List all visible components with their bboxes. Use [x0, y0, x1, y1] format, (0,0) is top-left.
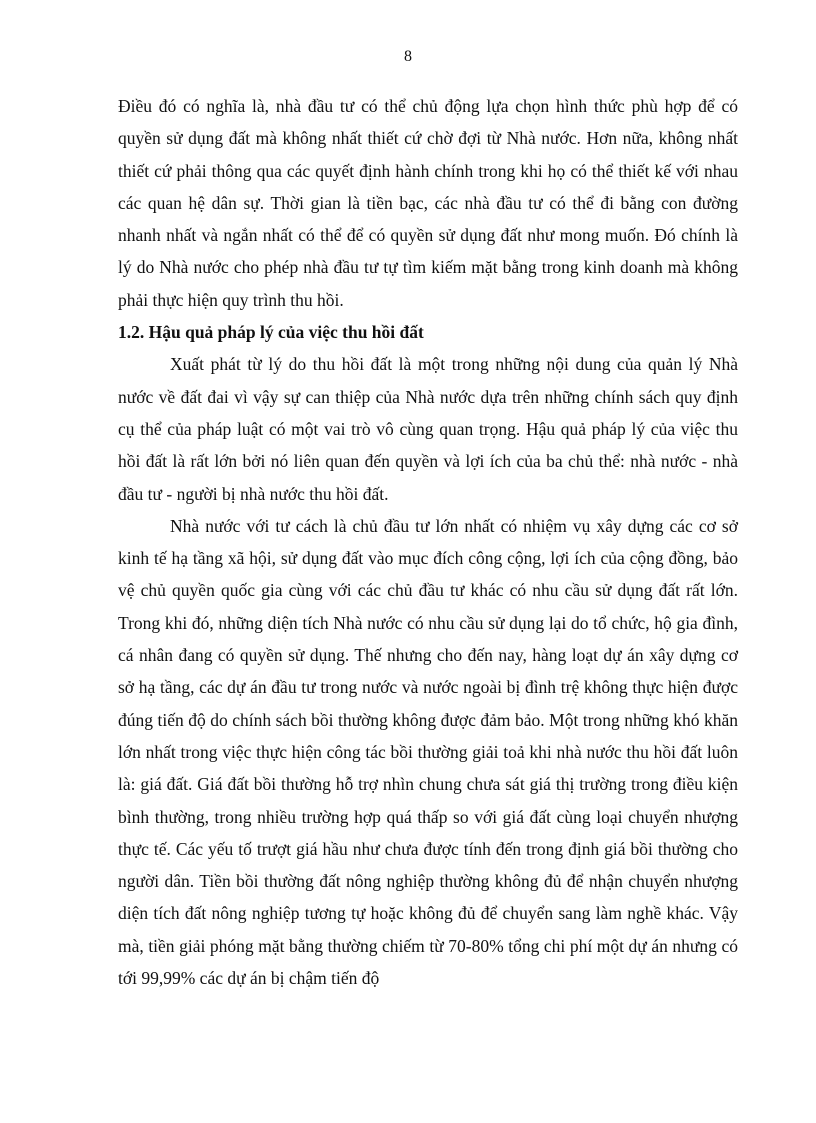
page-number: 8 — [404, 48, 412, 65]
section-heading: 1.2. Hậu quả pháp lý của việc thu hồi đất — [118, 322, 424, 343]
document-body — [118, 90, 738, 994]
paragraph-3: Nhà nước với tư cách là chủ đầu tư lớn nhất có nhiệm vụ xây dựng các cơ sở kinh tế hạ tầng xã hội, sử dụng đất vào mục đích công cộng, lợi ích của cộng đồng, bảo vệ chủ quyền quốc gia cùng với các chủ đầu tư khác có nhu cầu sử dụng đất rất lớn. Trong khi đó, những diện tích Nhà nước có nhu cầu sử dụng lại do tổ chức, hộ gia đình, cá nhân đang có quyền sử dụng. Thế nhưng cho đến nay, hàng loạt dự án xây dựng cơ sở hạ tầng, các dự án đầu tư trong nước và nước ngoài bị đình trệ không thực hiện được đúng tiến độ do chính sách bồi thường không được đảm bảo. Một trong những khó khăn lớn nhất trong việc thực hiện công tác bồi thường giải toả khi nhà nước thu hồi đất luôn là: giá đất. Giá đất bồi thường hỗ trợ nhìn chung chưa sát giá thị trường trong điều kiện bình thường, trong nhiều trường hợp quá thấp so với giá đất cùng loại chuyển nhượng thực tế. Các yếu tố trượt giá hầu như chưa được tính đến trong định giá bồi thường cho người dân. Tiền bồi thường đất nông nghiệp thường không đủ để nhận chuyển nhượng diện tích đất nông nghiệp tương tự hoặc không đủ để chuyển sang làm nghề khác. Vậy mà, tiền giải phóng mặt bằng thường chiếm từ 70-80% tổng chi phí một dự án nhưng có tới 99,99% các dự án bị chậm tiến độ — [118, 515, 738, 989]
paragraph-2: Xuất phát từ lý do thu hồi đất là một trong những nội dung của quản lý Nhà nước về đất đai vì vậy sự can thiệp của Nhà nước dựa trên những chính sách quy định cụ thể của pháp luật có một vai trò vô cùng quan trọng. Hậu quả pháp lý của việc thu hồi đất là rất lớn bởi nó liên quan đến quyền và lợi ích của ba chủ thể: nhà nước - nhà đầu tư - người bị nhà nước thu hồi đất. — [118, 354, 738, 504]
paragraph-1: Điều đó có nghĩa là, nhà đầu tư có thể chủ động lựa chọn hình thức phù hợp để có quyền sử dụng đất mà không nhất thiết cứ chờ đợi từ Nhà nước. Hơn nữa, không nhất thiết cứ phải thông qua các quyết định hành chính trong khi họ có thể thiết kế với nhau các quan hệ dân sự. Thời gian là tiền bạc, các nhà đầu tư có thể đi bằng con đường nhanh nhất và ngắn nhất có thể để có quyền sử dụng đất như mong muốn. Đó chính là lý do Nhà nước cho phép nhà đầu tư tự tìm kiếm mặt bằng trong kinh doanh mà không phải thực hiện quy trình thu hồi. — [118, 96, 738, 310]
